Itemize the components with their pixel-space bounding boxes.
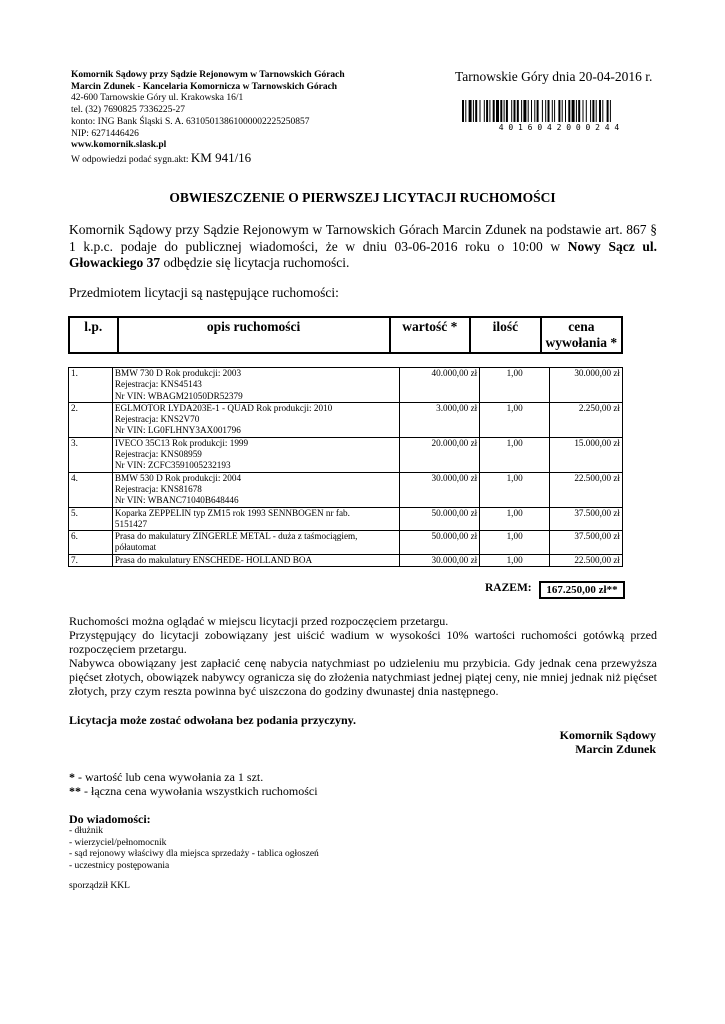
item-description-line: Prasa do makulatury ZINGERLE METAL - duża z taśmociągiem, — [114, 531, 358, 542]
barcode-bar — [610, 100, 611, 122]
barcode-bar — [552, 100, 553, 122]
barcode-bar — [545, 100, 546, 122]
table-row — [69, 368, 623, 403]
barcode-bar — [531, 100, 532, 122]
intro-text-end: odbędzie się licytacja ruchomości. — [160, 255, 350, 270]
distribution-item: - uczestnicy postępowania — [69, 860, 170, 871]
barcode-bar — [537, 100, 539, 122]
barcode-bar — [511, 100, 512, 122]
cancel-note: Licytacja może zostać odwołana bez podania przyczyny. — [69, 713, 356, 727]
item-description-line: BMW 730 D Rok produkcji: 2003 — [114, 368, 242, 378]
col-quantity: ilość — [470, 317, 541, 353]
item-description-line: Koparka ZEPPELIN typ ZM15 rok 1993 SENNBOGEN nr fab. — [114, 507, 350, 518]
barcode-bar — [473, 100, 474, 122]
col-price-line1: cena — [568, 319, 595, 334]
item-price: 22.500,00 zł — [550, 554, 623, 566]
office-name: Komornik Sądowy przy Sądzie Rejonowym w Tarnowskich Górach — [71, 70, 345, 80]
office-phone: tel. (32) 7690825 7336225-27 — [71, 105, 185, 116]
item-value: 20.000,00 zł — [400, 437, 480, 472]
distribution-item: - wierzyciel/pełnomocnik — [69, 837, 167, 848]
total-label: RAZEM: — [485, 582, 532, 594]
prepared-by: sporządził KKL — [69, 881, 130, 891]
barcode-bar — [548, 100, 550, 122]
barcode-bar — [592, 100, 594, 122]
document-title: OBWIESZCZENIE O PIERWSZEJ LICYTACJI RUCHOMOŚCI — [169, 190, 556, 205]
item-description-line: Prasa do makulatury ENSCHEDE- HOLLAND BOA — [114, 554, 313, 565]
footnote-total-text: - łączna cena wywołania wszystkich ruchomości — [81, 784, 318, 799]
distribution-item: - sąd rejonowy właściwy dla miejsca sprzedaży - tablica ogłoszeń — [69, 849, 319, 859]
barcode-bar — [590, 100, 591, 122]
item-number: 4. — [69, 472, 113, 507]
barcode-bar — [578, 100, 580, 122]
footnote-total-mark: ** — [69, 784, 81, 799]
footnote-single-mark: * — [69, 770, 75, 784]
office-website[interactable]: www.komornik.slask.pl — [71, 140, 167, 151]
col-price — [541, 317, 622, 353]
auction-place: Nowy Sącz ul. Głowackiego 37 — [69, 238, 657, 270]
note-deposit: Przystępujący do licytacji zobowiązany jest uiścić wadium w wysokości 10% wartości ruchomości gotówką przed rozpoczęciem przetargu. — [69, 628, 657, 657]
barcode-bar — [586, 100, 587, 122]
item-value: 30.000,00 zł — [400, 554, 480, 566]
item-price: 22.500,00 zł — [550, 472, 623, 507]
table-row — [69, 472, 623, 507]
items-table — [68, 367, 623, 567]
barcode-bar — [506, 100, 508, 122]
table-row — [69, 437, 623, 472]
barcode-bar — [493, 100, 495, 122]
item-quantity: 1,00 — [480, 437, 550, 472]
intro-paragraph — [69, 222, 657, 272]
subject-line: Przedmiotem licytacji są następujące ruchomości: — [69, 285, 339, 300]
item-description-line: 5151427 — [114, 518, 148, 529]
barcode-bar — [484, 100, 485, 122]
item-value: 50.000,00 zł — [400, 507, 480, 531]
barcode-bar — [514, 100, 516, 122]
barcode-bar — [542, 100, 543, 122]
signature-name: Marcin Zdunek — [575, 742, 656, 756]
office-bank-account: konto: ING Bank Śląski S. A. 63105013861000002225250857 — [71, 116, 310, 127]
case-reference — [71, 149, 345, 167]
barcode-bar — [596, 100, 597, 122]
distribution-title: Do wiadomości: — [69, 812, 151, 826]
barcode-bar — [607, 100, 609, 122]
barcode-bar — [521, 100, 522, 122]
barcode-bar — [534, 100, 535, 122]
item-description-line: EGLMOTOR LYDA203E-1 - QUAD Rok produkcji: 2010 — [114, 402, 333, 413]
office-nip: NIP: 6271446426 — [71, 128, 139, 139]
barcode-bar — [500, 100, 502, 122]
distribution-item: - dłużnik — [69, 826, 104, 836]
table-row — [69, 554, 623, 566]
table-row — [69, 402, 623, 437]
item-description-line: Nr VIN: ZCFC3591005232193 — [114, 460, 231, 471]
item-number: 6. — [69, 531, 113, 555]
item-value: 50.000,00 zł — [400, 531, 480, 555]
case-reference-label: W odpowiedzi podać sygn.akt: — [71, 154, 189, 165]
table-row — [69, 531, 623, 555]
barcode-bar — [475, 100, 477, 122]
item-description — [112, 402, 399, 437]
item-description — [112, 472, 399, 507]
item-number: 1. — [69, 368, 113, 403]
item-quantity: 1,00 — [480, 507, 550, 531]
item-quantity: 1,00 — [480, 531, 550, 555]
item-price: 15.000,00 zł — [550, 437, 623, 472]
barcode-bar — [486, 100, 488, 122]
barcode-bar — [523, 100, 526, 122]
item-quantity: 1,00 — [480, 554, 550, 566]
office-address: 42-600 Tarnowskie Góry ul. Krakowska 16/1 — [71, 93, 244, 104]
item-description — [112, 507, 399, 531]
item-value: 40.000,00 zł — [400, 368, 480, 403]
barcode-bar — [583, 100, 584, 122]
item-description-line: półautomat — [114, 542, 157, 553]
item-number: 3. — [69, 437, 113, 472]
case-reference-number: KM 941/16 — [190, 149, 252, 165]
document-date: Tarnowskie Góry dnia 20-04-2016 r. — [455, 69, 653, 84]
footnote-total — [69, 784, 318, 798]
note-payment: Nabywca obowiązany jest zapłacić cenę nabycia natychmiast po udzieleniu mu przybicia. Gdy jednak cena przewyższa pięćset złotych, obowiązek nabywcy ogranicza się do złożenia natychmiast jednej piątej ceny, nie mniej jednak niż pięćset złotych, przy czym reszta powinna być uiszczona do godziny dwunastej dnia następnego. — [69, 656, 657, 699]
barcode-bar — [572, 100, 575, 122]
item-number: 5. — [69, 507, 113, 531]
col-value: wartość * — [390, 317, 470, 353]
footnote-single — [69, 770, 318, 784]
barcode-bar — [504, 100, 505, 122]
barcode-bar — [576, 100, 577, 122]
item-value: 30.000,00 zł — [400, 472, 480, 507]
item-description-line: BMW 530 D Rok produkcji: 2004 — [114, 472, 242, 483]
item-description-line: IVECO 35C13 Rok produkcji: 1999 — [114, 437, 249, 448]
footnotes — [69, 770, 318, 798]
notes — [69, 614, 657, 699]
footnote-single-text: - wartość lub cena wywołania za 1 szt. — [75, 770, 264, 784]
item-quantity: 1,00 — [480, 368, 550, 403]
item-price: 2.250,00 zł — [550, 402, 623, 437]
barcode-bar — [565, 100, 566, 122]
item-description-line: Nr VIN: WBANC71040B648446 — [114, 495, 239, 506]
item-number: 2. — [69, 402, 113, 437]
item-value: 3.000,00 zł — [400, 402, 480, 437]
distribution-list — [69, 826, 319, 872]
table-row — [69, 507, 623, 531]
item-description-line: Rejestracja: KNS81678 — [114, 483, 202, 494]
barcode-bar — [489, 100, 490, 122]
barcode — [462, 100, 657, 132]
item-description — [112, 554, 399, 566]
office-subname: Marcin Zdunek - Kancelaria Komornicza w Tarnowskich Górach — [71, 81, 338, 92]
items-table-header — [68, 316, 623, 354]
signature-title: Komornik Sądowy — [559, 728, 656, 742]
barcode-bar — [469, 100, 472, 122]
barcode-bar — [528, 100, 529, 122]
barcode-bar — [554, 100, 555, 122]
barcode-bar — [480, 100, 481, 122]
intro-text: Komornik Sądowy przy Sądzie Rejonowym w Tarnowskich Górach Marcin Zdunek na podstawie art. 867 § 1 k.p.c. podaje do publicznej wiadomości, że w dniu 03-06-2016 roku o 10:00 w — [69, 222, 657, 254]
barcode-graphic — [462, 100, 657, 132]
barcode-bar — [568, 100, 570, 122]
signature — [470, 728, 656, 756]
item-number: 7. — [69, 554, 113, 566]
total-value: 167.250,00 zł** — [539, 581, 625, 599]
item-price: 37.500,00 zł — [550, 531, 623, 555]
item-description-line: Rejestracja: KNS2V70 — [114, 414, 200, 425]
item-description-line: Rejestracja: KNS08959 — [114, 449, 202, 460]
barcode-bar — [496, 100, 499, 122]
barcode-bar — [465, 100, 466, 122]
barcode-bar — [462, 100, 464, 122]
item-price: 37.500,00 zł — [550, 507, 623, 531]
item-description — [112, 437, 399, 472]
barcode-bar — [562, 100, 563, 122]
item-description-line: Rejestracja: KNS45143 — [114, 379, 202, 390]
col-price-line2: wywołania * — [545, 335, 618, 350]
item-quantity: 1,00 — [480, 472, 550, 507]
item-description — [112, 531, 399, 555]
item-description-line: Nr VIN: WBAGM21050DR52379 — [114, 390, 243, 401]
note-viewing: Ruchomości można oglądać w miejscu licytacji przed rozpoczęciem przetargu. — [69, 614, 449, 628]
col-description: opis ruchomości — [118, 317, 390, 353]
item-price: 30.000,00 zł — [550, 368, 623, 403]
barcode-bar — [558, 100, 560, 122]
item-description — [112, 368, 399, 403]
barcode-bar — [602, 100, 603, 122]
barcode-digits: 4 0 1 6 0 4 2 0 0 0 2 4 4 — [498, 123, 620, 132]
item-description-line: Nr VIN: LG0FLHNY3AX001796 — [114, 425, 241, 436]
letterhead — [71, 70, 345, 167]
item-quantity: 1,00 — [480, 402, 550, 437]
items-table-body — [69, 368, 623, 567]
barcode-bar — [517, 100, 519, 122]
barcode-bar — [599, 100, 601, 122]
col-lp: l.p. — [69, 317, 118, 353]
